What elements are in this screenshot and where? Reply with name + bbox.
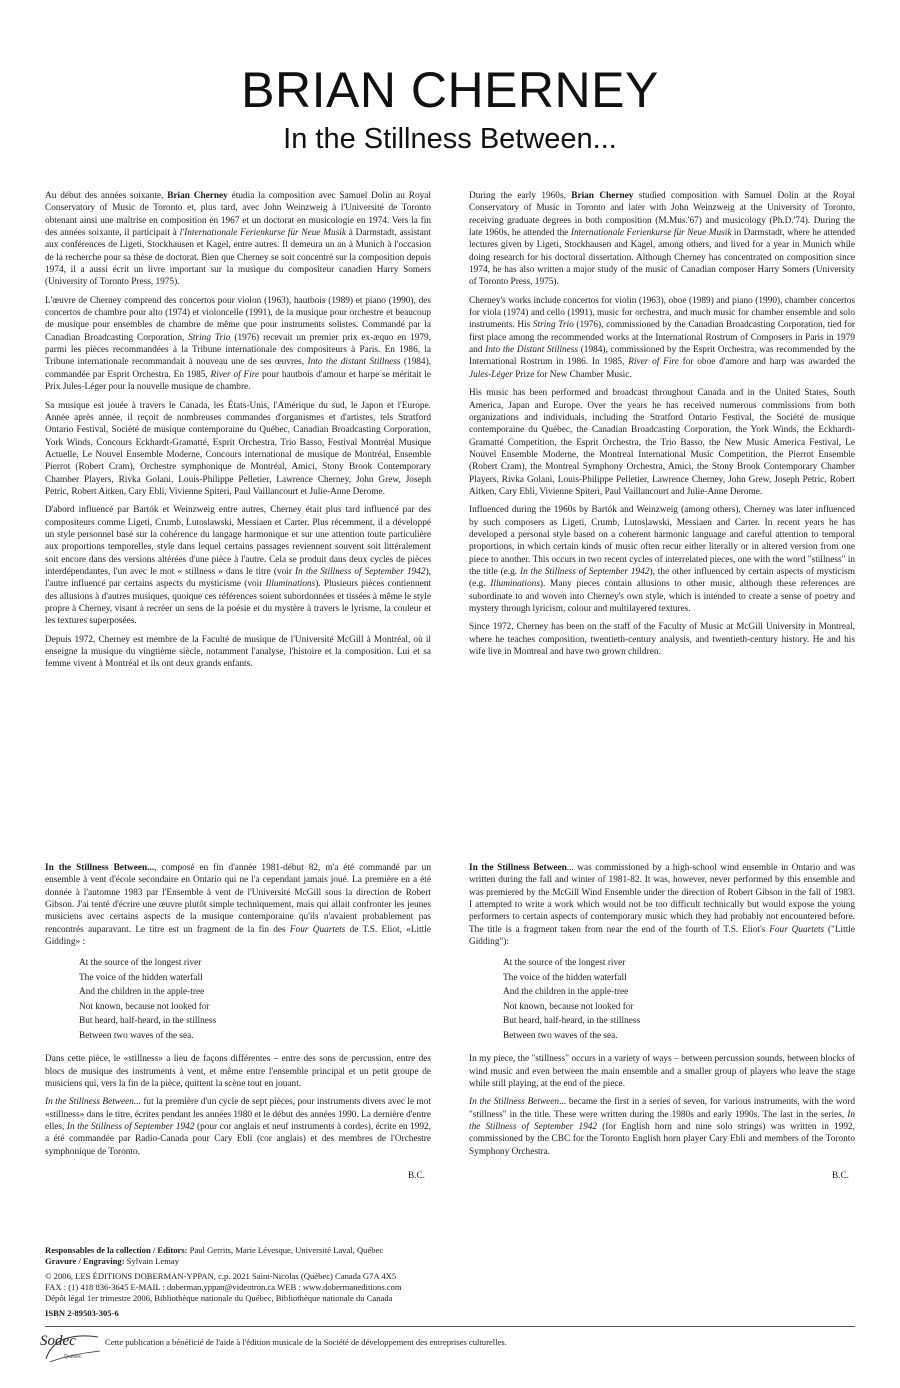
poem-line: And the children in the apple-tree (503, 987, 629, 998)
bio-en-paragraph-5: Since 1972, Cherney has been on the staff of the Faculty of Music at McGill University in Montreal, where he teaches composition, twentieth-century analysis, and twentieth-century history. He and his wife live in Montreal and have two grown children. (469, 622, 855, 658)
poem-quote-english (503, 956, 855, 1043)
poem-line: But heard, half-heard, in the stillness (79, 1016, 217, 1027)
poem-line: Between two waves of the sea. (503, 1030, 618, 1041)
note-fr-paragraph-2: Dans cette pièce, le «stillness» a lieu de façons différentes – entre des sons de percussion, entre des blocs de musique des instruments à vent, et même entre l'ensemble principal et un petit groupe de musiciens qui, vers la fin de la pièce, quittent la scène tout en jouant. (45, 1054, 431, 1090)
note-en-paragraph-1: In the Stillness Between... was commissioned by a high-school wind ensemble in Ontario and was written during the fall and winter of 1981-82. It was, however, never performed by this ensemble and was premiered by the McGill Wind Ensemble under the direction of Robert Gibson in the fall of 1983. I attempted to write a work which would not be too difficult technically but would expose the young performers to certain aspects of contemporary music which they had probably not encountered before. The title is a fragment taken from near the end of the fourth of T.S. Eliot's Four Quartets ("Little Gidding"): (469, 863, 855, 948)
sodec-funding-note: Cette publication a bénéficié de l'aide à l'édition musicale de la Société de développement des entreprises culturelles. (105, 1337, 507, 1347)
poem-line: At the source of the longest river (503, 958, 626, 969)
isbn-line: ISBN 2-89503-305-6 (45, 1308, 119, 1318)
program-note-french (45, 862, 431, 1183)
poem-line: Not known, because not looked for (503, 1001, 634, 1012)
sodec-logo-text: Sodec (40, 1333, 76, 1349)
composer-name: BRIAN CHERNEY (241, 62, 659, 118)
signature: B.C. (831, 1171, 849, 1182)
sodec-logo-subtext: Québec (64, 1354, 82, 1360)
editors-line: Responsables de la collection / Editors: Paul Gerrits, Marie Lévesque, Université Laval, Québec (45, 1245, 384, 1255)
bio-en-paragraph-4: Influenced during the 1960s by Bartók and Weinzweig (among others), Cherney was later influenced by such composers as Ligeti, Crumb, Lutoslawski, Messiaen and Carter. In recent years he has developed a personal style based on a coherent harmonic language and careful attention to temporal proportions, in which certain kinds of music often recur either literally or in altered version from one piece to another. This occurs in two recent cycles of interrelated pieces, one with the word "stillness" in the title (e.g. In the Stillness of September 1942), the other influenced by certain aspects of mysticism (e.g. Illuminations). Many pieces contain allusions to other music, although these references are subordinate to and woven into Cherney's own style, which is intended to create a sense of poetry and mystery through lyricism, colour and multilayered textures. (469, 505, 856, 614)
contact-line: FAX : (1) 418 836-3645 E-MAIL : doberman.yppan@videotron.ca WEB : www.dobermaneditions.com (45, 1282, 402, 1292)
bio-fr-paragraph-5: Depuis 1972, Cherney est membre de la Faculté de musique de l'Université McGill à Montréal, où il enseigne la musique du vingtième siècle, notamment l'analyse, l'histoire et la composition. Lui et sa femme vivent à Montréal et ils ont deux grands enfants. (45, 634, 431, 670)
bio-en-paragraph-2: Cherney's works include concertos for violin (1963), oboe (1989) and piano (1990), chamber concertos for viola (1974) and cello (1991), music for orchestra, and much music for chamber ensemble and solo instruments. His String Trio (1976), commissioned by the Canadian Broadcasting Corporation, tied for first place among the recommended works at the International Rostrum of Composers in Paris in 1979 and Into the Distant Stillness (1984), commissioned by the Esprit Orchestra, was recommended by the International Rostrum in 1986. In 1985, River of Fire for oboe d'amore and harp was awarded the Jules-Léger Prize for New Chamber Music. (469, 295, 856, 380)
legal-deposit-line: Dépôt légal 1er trimestre 2006, Bibliothèque nationale du Québec, Bibliothèque nationale du Canada (45, 1293, 393, 1303)
bio-fr-paragraph-2: L'œuvre de Cherney comprend des concertos pour violon (1963), hautbois (1989) et piano (1990), des concertos de chambre pour alto (1974) et violoncelle (1991), de la musique pour orchestre et beaucoup de musique pour ensembles de chambre de même que pour instruments solistes. Commandé par la Canadian Broadcasting Corporation, String Trio (1976) recevait un premier prix ex-æquo en 1979, parmi les pièces recommandées à la Tribune internationale des compositeurs à Paris. En 1986, la Tribune internationale recommandait à nouveau une de ses œuvres, Into the distant Stillness (1984), commandée par Esprit Orchestra. En 1985, River of Fire pour hautbois d'amour et harpe se méritait le Prix Jules-Léger pour la nouvelle musique de chambre. (45, 295, 432, 393)
poem-line: But heard, half-heard, in the stillness (503, 1016, 641, 1027)
poem-line: Not known, because not looked for (79, 1001, 210, 1012)
poem-quote-french (79, 956, 431, 1043)
engraving-line: Gravure / Engraving: Sylvain Lemay (45, 1256, 179, 1266)
bio-en-paragraph-3: His music has been performed and broadcast throughout Canada and in the United States, South America, Japan and Europe. Over the years he has received numerous commissions from both organizations and individuals, including the Stratford Ontario Festival, the Société de musique contemporaine du Québec, the Canadian Broadcasting Corporation, the York Winds, the Eckhardt-Gramatté Competition, the Esprit Orchestra, the Trio Basso, the New Music America Festival, Le Nouvel Ensemble Moderne, the Montreal International Music Competition, the Pierrot Ensemble (Robert Cram), the Montreal Symphony Orchestra, Amici, the Stony Brook Contemporary Chamber Players, Rivka Golani, Louis-Philippe Pelletier, Lawrence Cherney, John Grew, Joseph Petric, Robert Aitken, Cary Ebli, Vivienne Spiteri, Paul Vaillancourt and Julie-Anne Derome. (469, 388, 855, 497)
poem-line: The voice of the hidden waterfall (79, 972, 203, 983)
biography-english (469, 190, 855, 664)
note-en-paragraph-3: In the Stillness Between... became the first in a series of seven, for various instruments, with the word "stillness" in the title. These were written during the 1980s and early 1990s. The last in the series, In the Stillness of September 1942 (for English horn and nine solo strings) was written in 1992, commissioned by the CBC for the Toronto English horn player Cary Ebli and members of the Toronto Symphony Orchestra. (469, 1097, 855, 1157)
poem-line: And the children in the apple-tree (79, 987, 205, 998)
note-fr-paragraph-3: In the Stillness Between... fut la première d'un cycle de sept pièces, pour instruments divers avec le mot «stillness» dans le titre, écrites pendant les années 1980 et le début des années 1990. La dernière d'entre elles, In the Stillness of September 1942 (pour cor anglais et neuf instruments à cordes), écrite en 1992, a été commandée par Radio-Canada pour Cary Ebli (cor anglais) et des membres de l'Orchestre symphonique de Toronto. (45, 1097, 432, 1157)
copyright-line: © 2006, LES ÉDITIONS DOBERMAN-YPPAN, c.p. 2021 Saint-Nicolas (Québec) Canada G7A 4X5 (45, 1271, 397, 1281)
bio-en-paragraph-1: During the early 1960s, Brian Cherney studied composition with Samuel Dolin at the Royal Conservatory of Music in Toronto and later with John Weinzweig at the University of Toronto, receiving graduate degrees in both composition (M.Mus.'67) and musicology (Ph.D.'74). During the late 1960s, he attended the Internationale Ferienkurse für Neue Musik in Darmstadt, where he attended lectures given by Ligeti, Stockhausen and Kagel, among others, and lived for a year in Munich while doing research for his doctoral dissertation. Although Cherney has concentrated on composition since 1974, he has also written a major study of the music of Canadian composer Harry Somers (University of Toronto Press, 1975). (469, 191, 856, 288)
note-en-paragraph-2: In my piece, the "stillness" occurs in a variety of ways – between percussion sounds, between blocks of wind music and even between the main ensemble and a smaller group of players who leave the stage while still playing, at the end of the piece. (469, 1054, 855, 1090)
poem-line: Between two waves of the sea. (79, 1030, 194, 1041)
poem-line: The voice of the hidden waterfall (503, 972, 627, 983)
bio-fr-paragraph-1: Au début des années soixante, Brian Cherney étudia la composition avec Samuel Dolin au Royal Conservatory of Music de Toronto et, plus tard, avec John Weinzweig à l'Université de Toronto obtenant ainsi une maîtrise en composition en 1967 et un doctorat en musicologie en 1974. Vers la fin des années soixante, il participait à l'Internationale Ferienkurse für Neue Musik à Darmstadt, assistant aux conférences de Ligeti, Stockhausen et Kagel, entre autres. Il demeura un an à Munich à l'occasion de la recherche pour sa thèse de doctorat. Bien que Cherney se soit concentré sur la composition depuis 1974, il a aussi écrit un livre important sur la musique du compositeur canadien Harry Somers (University of Toronto Press, 1975). (45, 191, 432, 288)
poem-line: At the source of the longest river (79, 958, 202, 969)
program-note-english (469, 862, 855, 1183)
biography-french (45, 190, 431, 677)
bio-fr-paragraph-3: Sa musique est jouée à travers le Canada, les États-Unis, l'Amérique du sud, le Japon et l'Europe. Année après année, il reçoit de nombreuses commandes d'organismes et d'artistes, tels Stratford Ontario Festival, Société de musique contemporaine du Québec, Canadian Broadcasting Corporation, York Winds, Concours Eckhardt-Gramatté, Esprit Orchestra, Trio Basso, Festival Montréal Musique Actuelle, Le Nouvel Ensemble Moderne, Concours international de musique de Montréal, Ensemble Pierrot (Robert Cram), Orchestre symphonique de Montréal, Amici, Stony Brook Contemporary Chamber Players, Rivka Golani, Louis-Philippe Pelletier, Lawrence Cherney, John Grew, Joseph Petric, Robert Aitken, Cary Ebli, Vivienne Spiteri, Paul Vaillancourt et Julie-Anne Derome. (45, 400, 431, 497)
work-title: In the Stillness Between... (283, 123, 617, 155)
signature: B.C. (407, 1171, 425, 1182)
publication-credits (45, 1245, 685, 1319)
bio-fr-paragraph-4: D'abord influencé par Bartók et Weinzweig entre autres, Cherney était plus tard influencé par des compositeurs comme Ligeti, Crumb, Lutoslawski, Messiaen et Carter. Plus récemment, il a développé un style personnel basé sur la cohérence du langage harmonique et sur une attention toute particulière aux proportions temporelles, style dans lequel certains passages reviennent souvent soit littéralement soit encore dans des versions altérées d'une pièce à l'autre. Cela se produit dans deux cycles de pièces interdépendantes, l'un avec le mot « stillness » dans le titre (voir In the Stillness of September 1942), l'autre influencé par certains aspects du mysticisme (voir Illuminations). Plusieurs pièces contiennent des allusions à d'autres musiques, quoique ces références soient subordonnées et tissées à même le style propre à Cherney, visant à recréer un sens de la poésie et du mystère à travers le lyrisme, la couleur et les textures superposées. (45, 505, 431, 627)
divider (45, 1326, 855, 1327)
note-fr-paragraph-1: In the Stillness Between..., composé en fin d'année 1981-début 82, m'a été commandé par un ensemble à vent d'école secondaire en Ontario qui ne l'a cependant jamais joué. La première en a été donnée à l'automne 1983 par l'Ensemble à vent de l'Université McGill sous la direction de Robert Gibson. J'ai tenté d'écrire une œuvre plutôt simple techniquement, mais qui allait confronter les jeunes musiciens avec certains aspects de la musique contemporaine qu'ils n'avaient probablement pas rencontrés auparavant. Le titre est un fragment de la fin des Four Quartets de T.S. Eliot, «Little Gidding» : (45, 863, 431, 948)
